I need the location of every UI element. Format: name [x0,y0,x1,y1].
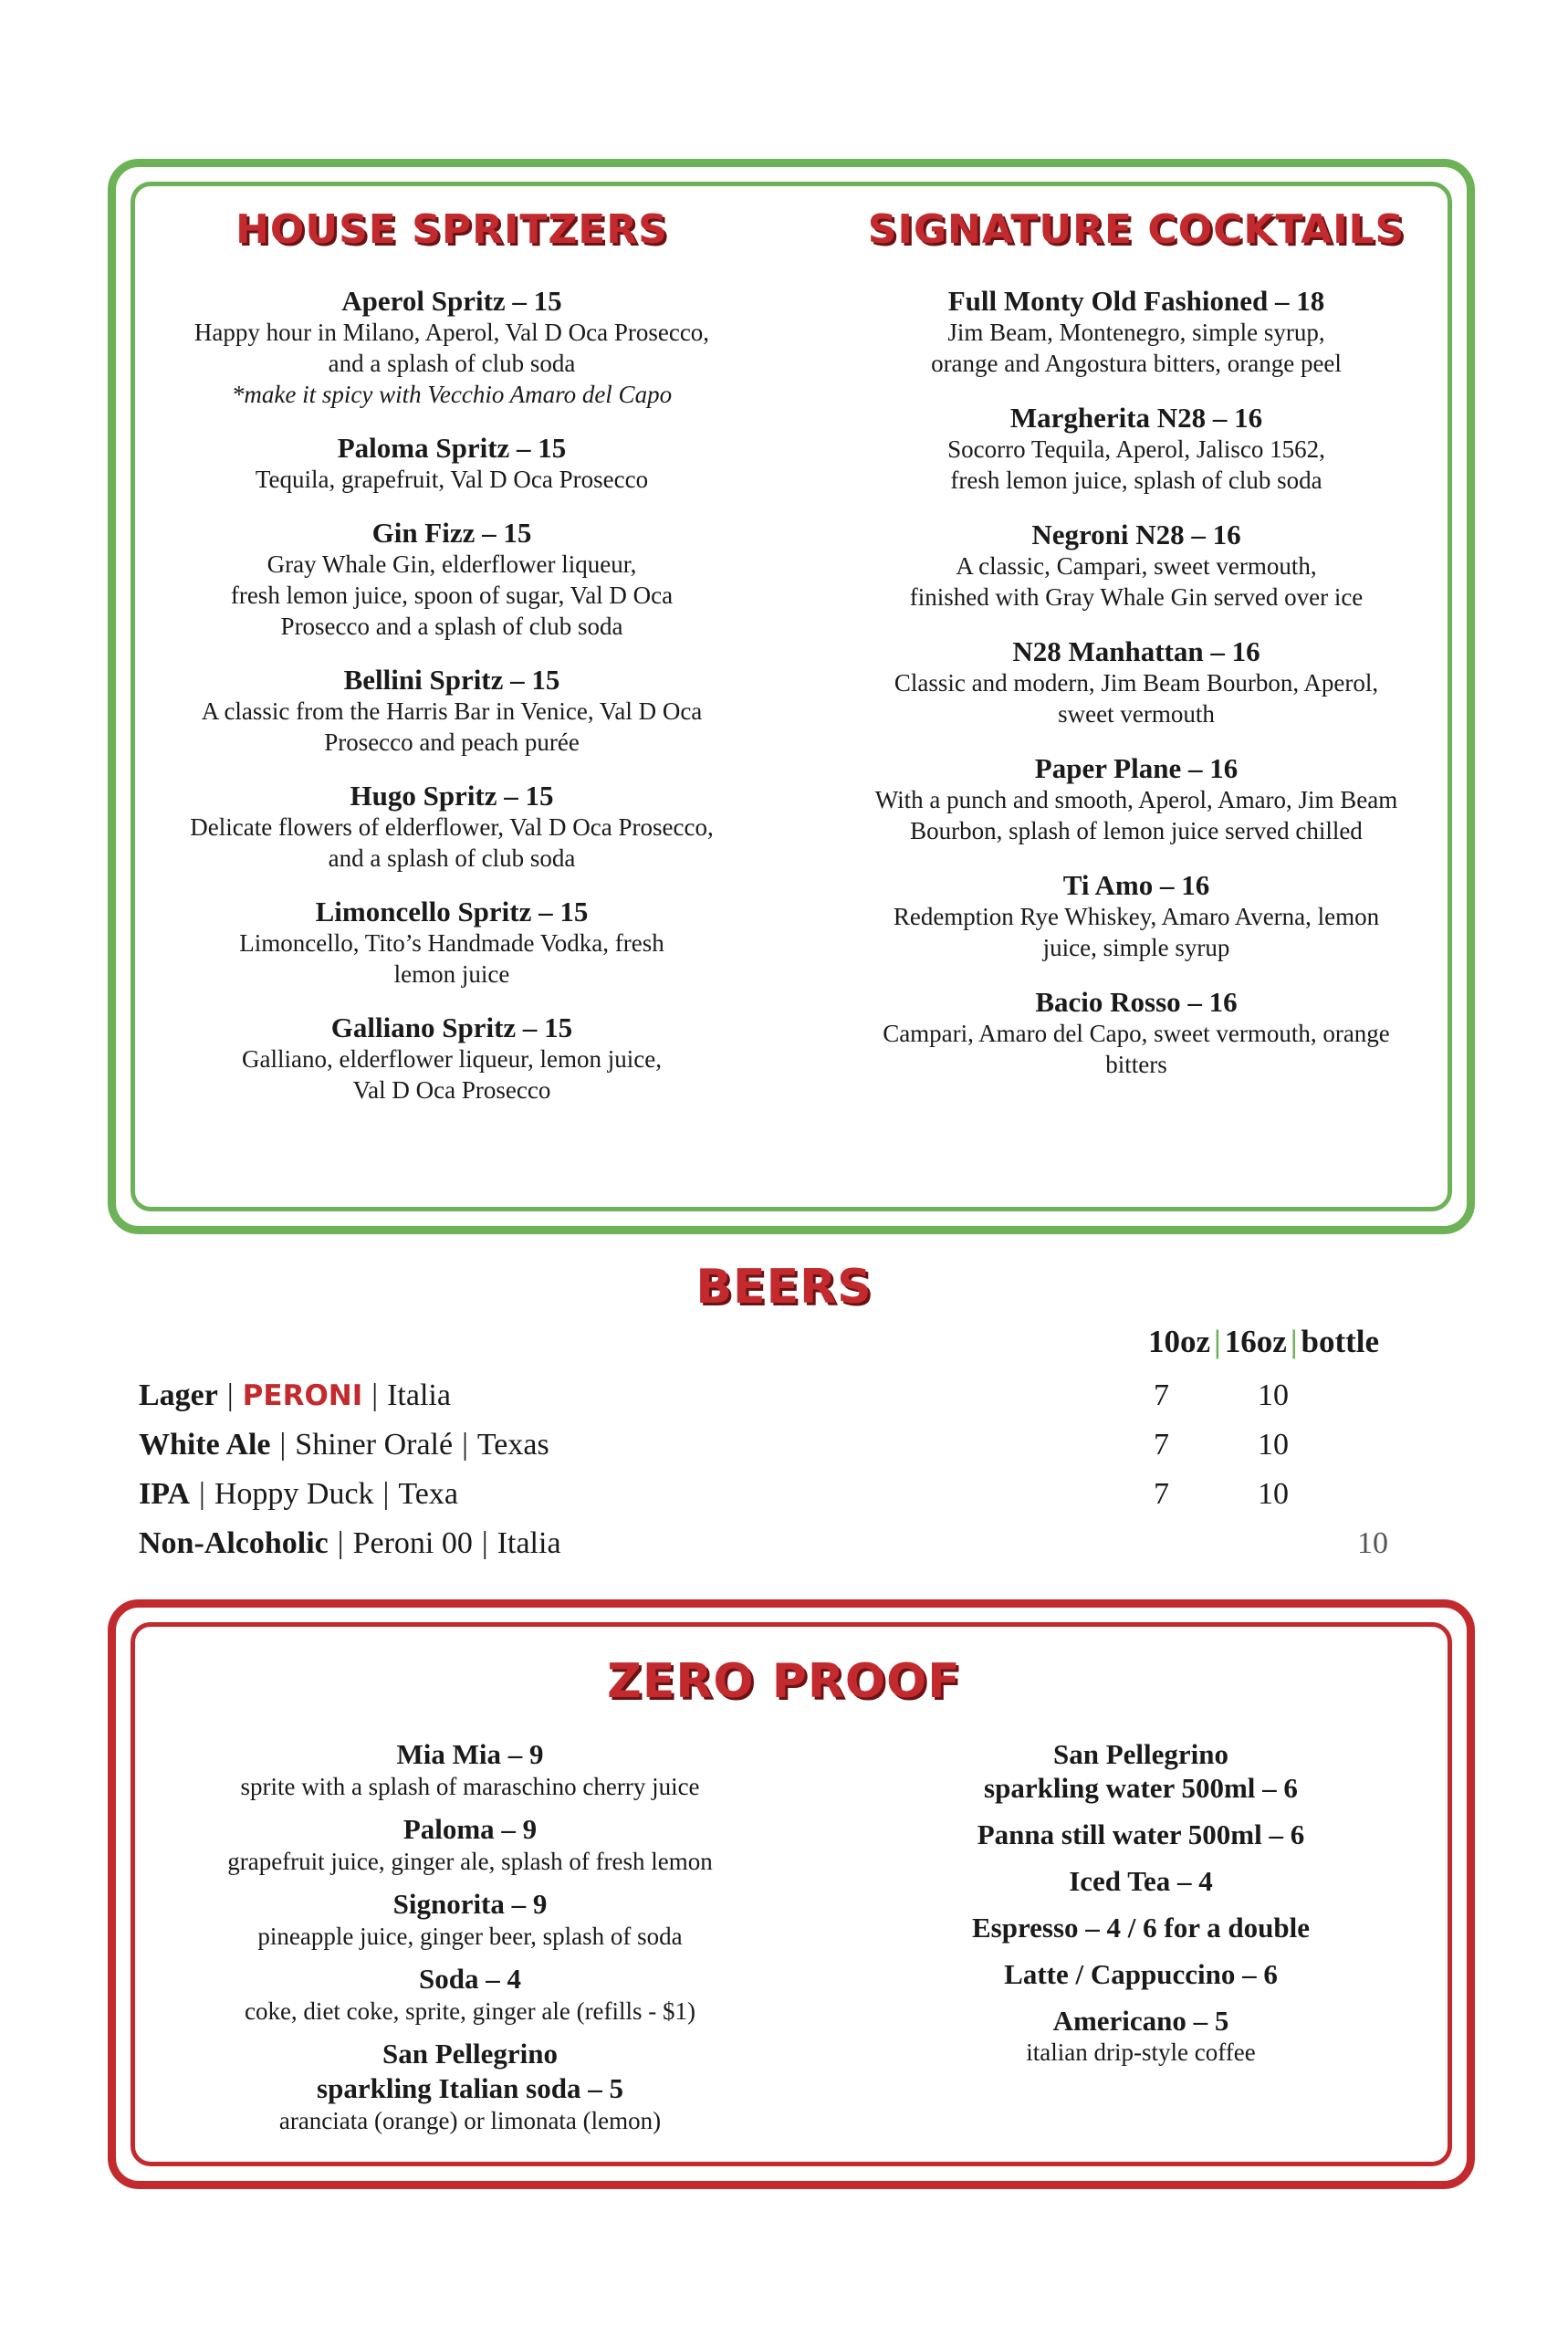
item-name: Americano – 5 [1052,2005,1229,2037]
menu-item [137,285,767,410]
item-name: Signorita – 9 [392,1888,548,1920]
item-desc: and a splash of club soda [328,350,576,377]
menu-item [862,1864,1419,1898]
item-desc: fresh lemon juice, splash of club soda [950,466,1322,494]
item-name: Full Monty Old Fashioned – 18 [947,285,1325,317]
item-name: San Pellegrino [1052,1738,1229,1770]
beer-sep: | [279,1428,287,1462]
item-name: Negroni N28 – 16 [1031,519,1241,550]
item-name: Mia Mia – 9 [396,1738,544,1770]
item-name: Galliano Spritz – 15 [330,1011,573,1043]
item-desc: italian drip-style coffee [1026,2038,1256,2066]
menu-item [155,1962,785,2026]
menu-item [817,402,1456,496]
menu-item [137,432,767,495]
beer-sep: | [462,1428,468,1462]
beer-sep: | [382,1477,390,1511]
item-name: Hugo Spritz – 15 [350,780,554,812]
item-desc: sweet vermouth [1058,700,1215,728]
item-name: Margherita N28 – 16 [1009,402,1263,434]
beer-row [139,1425,549,1465]
menu-item [155,1812,785,1876]
menu-item [862,2004,1419,2067]
menu-item [862,1737,1419,1805]
menu-item [137,896,767,990]
menu-item [137,517,767,642]
menu-item [155,1887,785,1951]
menu-item [817,635,1456,729]
price-16oz: 10 [1258,1428,1289,1462]
item-name: Limoncello Spritz – 15 [315,896,589,927]
item-name: N28 Manhattan – 16 [1012,635,1260,667]
item-desc: Tequila, grapefruit, Val D Oca Prosecco [255,466,649,493]
signature-cocktails-list [817,285,1456,1103]
item-desc: coke, diet coke, sprite, ginger ale (refills - $1) [244,1997,696,2025]
beer-sep: | [371,1378,379,1412]
item-note: *make it spicy with Vecchio Amaro del Capo [231,381,673,408]
item-name: Paloma Spritz – 15 [337,432,567,464]
header-sep: | [1214,1324,1221,1359]
item-name: Iced Tea – 4 [1069,1865,1213,1897]
item-desc: bitters [1105,1051,1167,1078]
item-name: Bellini Spritz – 15 [343,664,560,696]
item-name: Espresso – 4 / 6 for a double [971,1912,1311,1944]
item-desc: Campari, Amaro del Capo, sweet vermouth, orange [883,1020,1390,1047]
menu-item [155,2037,785,2135]
item-name: Soda – 4 [419,1963,521,1995]
item-name: sparkling Italian soda – 5 [317,2072,623,2104]
item-desc: and a splash of club soda [328,844,576,872]
item-desc: A classic, Campari, sweet vermouth, [956,552,1317,580]
item-desc: With a punch and smooth, Aperol, Amaro, Jim Beam [874,786,1398,813]
menu-item [155,1737,785,1801]
item-desc: aranciata (orange) or limonata (lemon) [278,2107,662,2134]
item-desc: Val D Oca Prosecco [352,1076,551,1104]
price-bottle: 10 [1357,1526,1388,1560]
price-16oz: 10 [1258,1477,1289,1511]
beers-heading: BEERS [695,1260,873,1315]
house-spritzers-heading: HOUSE SPRITZERS [235,206,668,253]
item-desc: Socorro Tequila, Aperol, Jalisco 1562, [947,435,1325,463]
item-desc: Classic and modern, Jim Beam Bourbon, Aperol, [894,669,1379,697]
item-desc: A classic from the Harris Bar in Venice, Val D Oca [201,697,703,725]
menu-item [862,1911,1419,1944]
item-name: Latte / Cappuccino – 6 [1004,1958,1278,1990]
zero-proof-list-right [862,1737,1419,2080]
item-desc: pineapple juice, ginger beer, splash of soda [257,1923,683,1950]
menu-item [862,1957,1419,1991]
item-desc: juice, simple syrup [1042,934,1230,961]
header-sep: | [1290,1324,1298,1359]
item-desc: Limoncello, Tito’s Handmade Vodka, fresh [239,929,664,957]
beer-style: Non-Alcoholic [139,1526,329,1560]
beer-sep: | [199,1477,205,1511]
beer-sep: | [337,1526,344,1560]
price-10oz: 7 [1154,1428,1169,1462]
beer-origin: Texas [476,1428,549,1462]
menu-item [817,869,1456,963]
col-16oz: 16oz [1224,1324,1287,1359]
beer-origin: Italia [387,1378,451,1412]
item-desc: Gray Whale Gin, elderflower liqueur, [267,550,637,578]
beer-row [139,1524,561,1564]
item-desc: Prosecco and peach purée [324,728,580,756]
item-desc: fresh lemon juice, spoon of sugar, Val D Oca [230,582,674,609]
item-name: Bacio Rosso – 16 [1035,986,1238,1018]
item-name: Paper Plane – 16 [1034,752,1239,784]
item-name: San Pellegrino [382,2038,559,2070]
item-desc: orange and Angostura bitters, orange peel [931,350,1342,377]
menu-item [817,285,1456,379]
item-desc: Prosecco and a splash of club soda [280,613,623,640]
beer-style: White Ale [139,1428,271,1462]
item-name: Ti Amo – 16 [1062,869,1210,901]
zero-proof-list-left [155,1737,785,2146]
item-desc: sprite with a splash of maraschino cherry juice [240,1773,700,1800]
beer-sep: | [481,1526,488,1560]
item-name: sparkling water 500ml – 6 [984,1772,1298,1804]
beer-row [139,1474,458,1514]
beer-style: Lager [139,1378,218,1412]
menu-item [817,986,1456,1080]
item-name: Paloma – 9 [402,1813,538,1845]
item-desc: finished with Gray Whale Gin served over ice [909,583,1364,611]
beer-price-header [1148,1322,1379,1362]
item-desc: Redemption Rye Whiskey, Amaro Averna, lemon [893,903,1380,930]
price-10oz: 7 [1154,1477,1169,1511]
beer-origin: Texa [398,1477,458,1511]
item-desc: lemon juice [393,960,510,988]
col-10oz: 10oz [1148,1324,1211,1359]
item-name: Gin Fizz – 15 [371,517,532,549]
beer-brand: Shiner Oralé [295,1428,454,1462]
menu-item [137,1011,767,1106]
col-bottle: bottle [1301,1324,1380,1359]
item-desc: Happy hour in Milano, Aperol, Val D Oca Prosecco, [193,319,710,346]
house-spritzers-list [137,285,767,1127]
item-desc: Jim Beam, Montenegro, simple syrup, [947,319,1325,346]
price-10oz: 7 [1154,1378,1169,1412]
zero-proof-heading: ZERO PROOF [607,1654,961,1709]
beer-brand: Peroni 00 [352,1526,473,1560]
item-name: Aperol Spritz – 15 [341,285,562,317]
menu-item [137,780,767,874]
item-desc: Bourbon, splash of lemon juice served chilled [910,817,1363,844]
menu-item [817,752,1456,846]
beer-origin: Italia [497,1526,561,1560]
menu-item [137,664,767,758]
beer-brand: Hoppy Duck [214,1477,374,1511]
signature-cocktails-heading: SIGNATURE COCKTAILS [867,206,1406,253]
price-16oz: 10 [1258,1378,1289,1412]
item-desc: Galliano, elderflower liqueur, lemon juice, [241,1045,662,1073]
item-desc: grapefruit juice, ginger ale, splash of fresh lemon [227,1848,713,1875]
beer-sep: | [226,1378,234,1412]
beer-row [139,1376,451,1416]
item-desc: Delicate flowers of elderflower, Val D Oca Prosecco, [190,813,714,841]
menu-item [862,1818,1419,1851]
item-name: Panna still water 500ml – 6 [977,1818,1305,1850]
menu-item [817,519,1456,613]
beer-style: IPA [139,1477,191,1511]
beer-brand-logo: PERONI [242,1379,363,1412]
